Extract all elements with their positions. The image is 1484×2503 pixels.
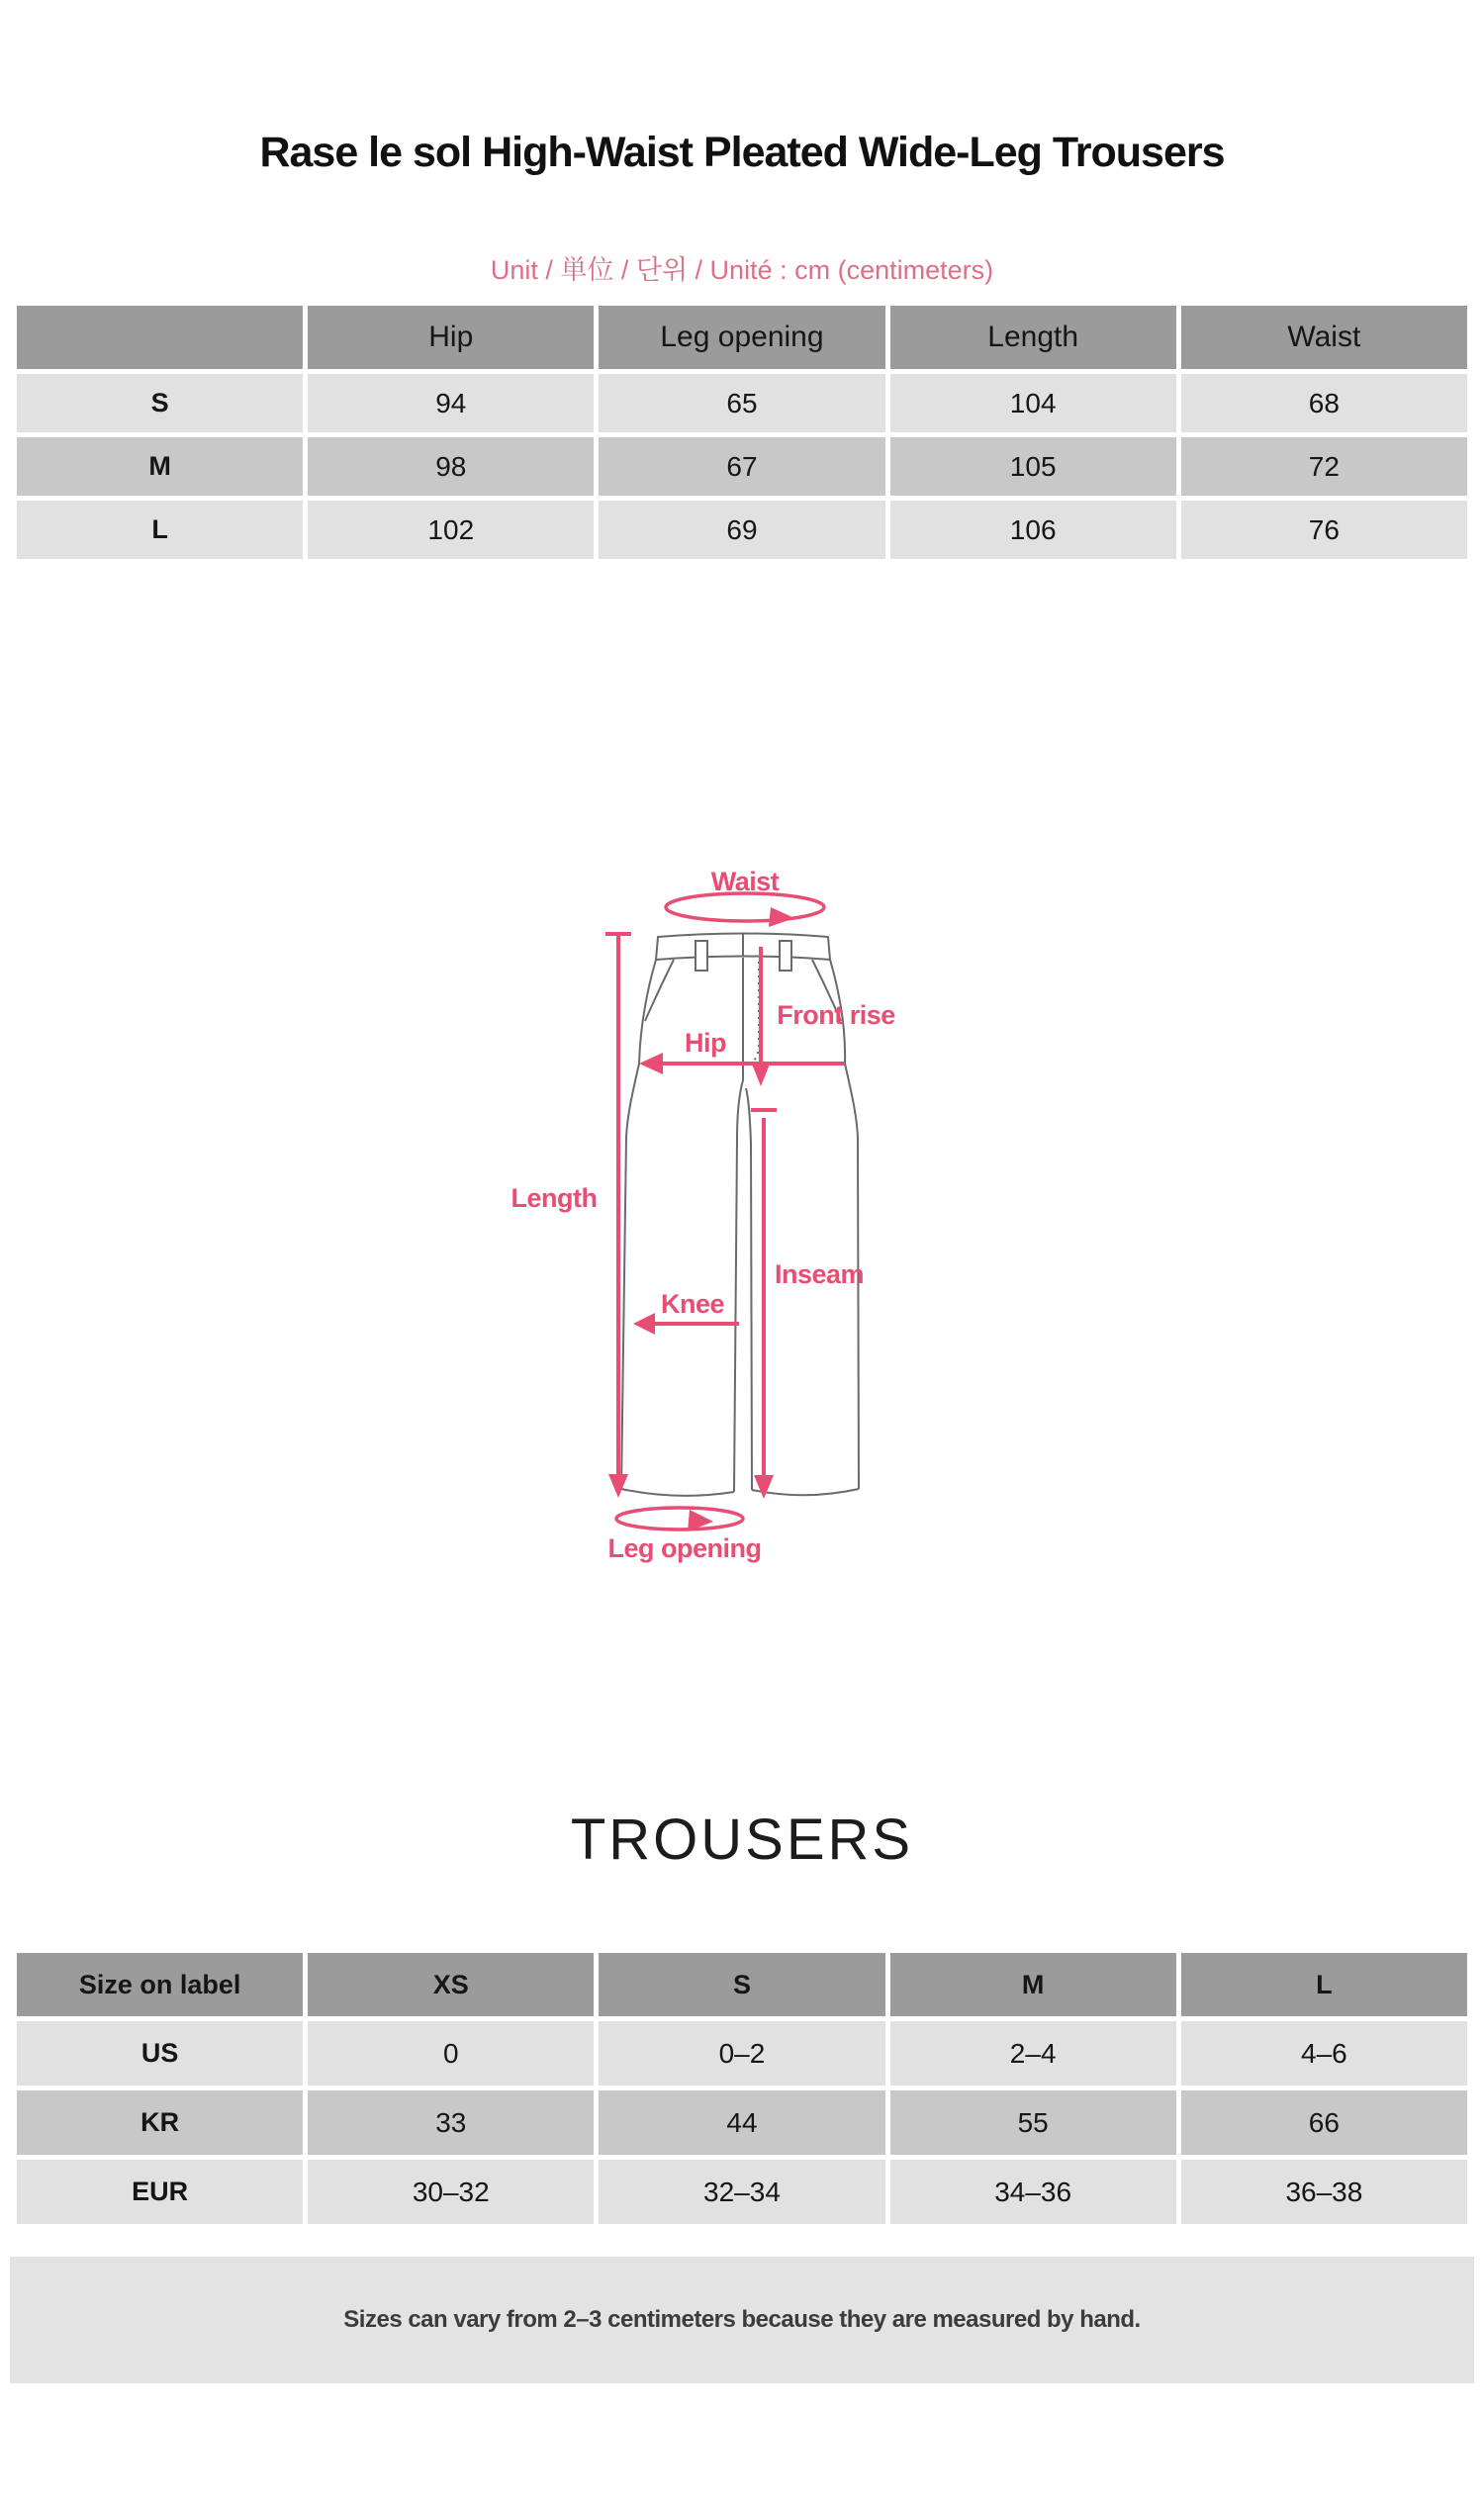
size-cell: 102 [308,501,594,559]
header-cell-s: S [599,1953,884,2016]
size-cell: 55 [890,2090,1176,2155]
size-cell: 34–36 [890,2160,1176,2224]
size-cell: 67 [599,437,884,496]
header-cell-size-on-label: Size on label [17,1953,303,2016]
row-label: KR [17,2090,303,2155]
belt-loop-left [696,941,707,971]
row-label: M [17,437,303,496]
measurement-table [12,301,1472,564]
row-label: L [17,501,303,559]
header-cell-length: Length [890,306,1176,369]
size-cell: 30–32 [308,2160,594,2224]
header-cell-xs: XS [308,1953,594,2016]
right-outer-seam [830,960,859,1489]
inseam-label: Inseam [774,1259,865,1289]
size-cell: 98 [308,437,594,496]
table-row-s [17,374,1467,432]
measurement-diagram [0,851,1484,1573]
knee-label: Knee [660,1289,725,1319]
conversion-table-header-row [17,1953,1467,2016]
size-conversion-table [12,1948,1472,2229]
size-cell: 0 [308,2021,594,2086]
measurement-table-header-row [17,306,1467,369]
arrowheads [608,907,794,1531]
unit-note: Unit / 単位 / 단위 / Unité : cm (centimeters) [490,255,994,285]
length-label: Length [510,1183,598,1213]
size-cell: 36–38 [1181,2160,1467,2224]
header-cell-hip: Hip [308,306,594,369]
waist-label: Waist [710,867,780,896]
hip-arrowhead [639,1053,663,1074]
header-cell-leg-opening: Leg opening [599,306,884,369]
table-row-m [17,437,1467,496]
size-cell: 68 [1181,374,1467,432]
knee-arrowhead [633,1313,655,1335]
front-rise-arrowhead [751,1062,771,1086]
row-label: EUR [17,2160,303,2224]
table-row-kr [17,2090,1467,2155]
header-cell-blank [17,306,303,369]
right-hem [752,1489,859,1495]
hip-label: Hip [685,1028,726,1058]
size-cell: 72 [1181,437,1467,496]
measurement-marks [605,893,845,1530]
leg-opening-label: Leg opening [607,1533,762,1563]
size-cell: 4–6 [1181,2021,1467,2086]
left-outer-seam [621,960,656,1489]
waist-measure-ellipse [666,893,824,921]
length-arrowhead [608,1474,628,1498]
trousers-diagram-svg [495,851,1029,1573]
footer-note-band [10,2257,1474,2383]
left-hem [621,1489,734,1496]
size-cell: 104 [890,374,1176,432]
size-cell: 33 [308,2090,594,2155]
row-label: S [17,374,303,432]
row-label: US [17,2021,303,2086]
fly-stitch-dotted [747,962,759,1066]
size-cell: 94 [308,374,594,432]
front-rise-label: Front rise [777,1000,895,1030]
footer-note: Sizes can vary from 2–3 centimeters because they are measured by hand. [343,2306,1141,2333]
size-cell: 106 [890,501,1176,559]
page-title: Rase le sol High-Waist Pleated Wide-Leg Trousers [259,129,1225,176]
right-inner-seam [746,1088,752,1490]
header-cell-m: M [890,1953,1176,2016]
size-cell: 69 [599,501,884,559]
size-cell: 105 [890,437,1176,496]
left-inner-seam [734,1080,743,1492]
size-cell: 66 [1181,2090,1467,2155]
leg-opening-measure-ellipse [616,1508,743,1530]
size-cell: 2–4 [890,2021,1176,2086]
size-cell: 32–34 [599,2160,884,2224]
header-cell-waist: Waist [1181,306,1467,369]
size-cell: 0–2 [599,2021,884,2086]
size-cell: 44 [599,2090,884,2155]
table-row-l [17,501,1467,559]
left-pocket [645,960,674,1021]
section-heading: TROUSERS [570,1808,914,1872]
size-cell: 65 [599,374,884,432]
size-cell: 76 [1181,501,1467,559]
waist-arrowhead [769,907,794,927]
table-row-us [17,2021,1467,2086]
belt-loop-right [780,941,791,971]
header-cell-l: L [1181,1953,1467,2016]
table-row-eur [17,2160,1467,2224]
inseam-arrowhead [754,1475,774,1499]
